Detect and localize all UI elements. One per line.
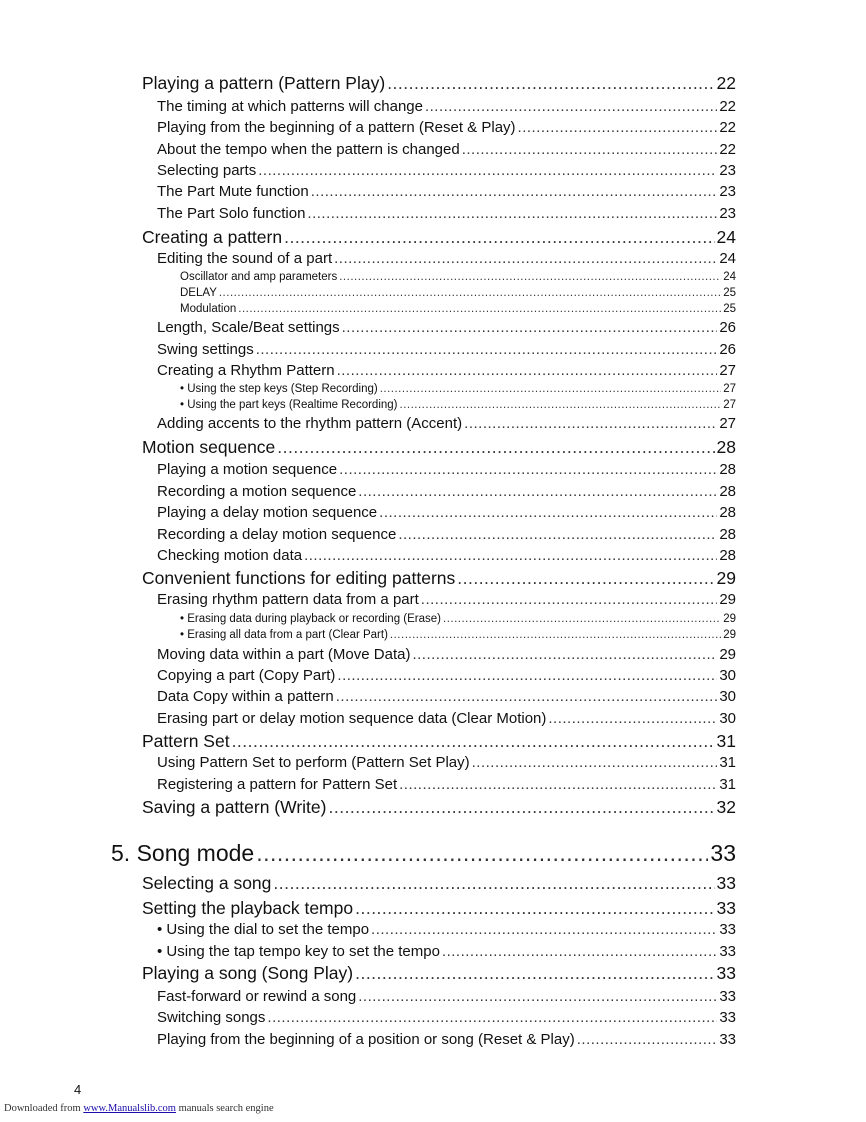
- dot-leader: [337, 667, 717, 684]
- toc-entry[interactable]: [157, 183, 736, 200]
- toc-entry-page: 22: [716, 73, 736, 93]
- toc-entry-page: 24: [719, 250, 736, 267]
- toc-entry-title: Creating a pattern: [142, 227, 283, 247]
- toc-entry-title: DELAY: [180, 287, 217, 299]
- toc-entry-title: Setting the playback tempo: [142, 898, 354, 918]
- toc-entry-title: Adding accents to the rhythm pattern (Accent): [157, 415, 463, 432]
- toc-entry-page: 30: [719, 688, 736, 705]
- toc-entry[interactable]: [142, 227, 736, 248]
- dot-leader: [273, 873, 714, 894]
- toc-entry-page: 28: [719, 483, 736, 500]
- dot-leader: [267, 1009, 717, 1026]
- dot-leader: [577, 1031, 718, 1048]
- toc-entry[interactable]: [180, 613, 736, 625]
- toc-entry-title: Fast-forward or rewind a song: [157, 988, 357, 1005]
- toc-entry-page: 28: [716, 437, 736, 457]
- toc-entry-title: Motion sequence: [142, 437, 276, 457]
- toc-entry[interactable]: [157, 319, 736, 336]
- toc-entry-page: 33: [719, 921, 736, 938]
- toc-entry-page: 26: [719, 341, 736, 358]
- toc-entry[interactable]: [157, 119, 736, 136]
- dot-leader: [398, 526, 717, 543]
- toc-entry-page: 23: [719, 183, 736, 200]
- toc-entry-page: 22: [719, 119, 736, 136]
- dot-leader: [339, 271, 721, 283]
- dot-leader: [443, 613, 721, 625]
- toc-entry[interactable]: [142, 731, 736, 752]
- toc-entry[interactable]: [157, 461, 736, 478]
- dot-leader: [238, 303, 721, 315]
- dot-leader: [472, 754, 718, 771]
- toc-entry-page: 31: [716, 731, 736, 751]
- toc-entry[interactable]: [157, 988, 736, 1005]
- toc-entry-page: 27: [719, 362, 736, 379]
- toc-entry-title: Playing a pattern (Pattern Play): [142, 73, 386, 93]
- toc-entry-page: 28: [719, 504, 736, 521]
- dot-leader: [334, 250, 717, 267]
- toc-entry-page: 29: [716, 568, 736, 588]
- toc-entry-page: 27: [723, 399, 736, 411]
- toc-entry-title: Switching songs: [157, 1009, 266, 1026]
- dot-leader: [457, 568, 714, 589]
- toc-entry[interactable]: [157, 483, 736, 500]
- toc-entry-title: Editing the sound of a part: [157, 250, 333, 267]
- toc-entry-page: 33: [716, 873, 736, 893]
- toc-entry[interactable]: [157, 1009, 736, 1026]
- toc-entry-title: 5. Song mode: [111, 840, 255, 866]
- dot-leader: [358, 483, 717, 500]
- toc-entry-title: The timing at which patterns will change: [157, 98, 423, 115]
- toc-entry-page: 28: [719, 526, 736, 543]
- toc-entry[interactable]: [157, 921, 736, 938]
- dot-leader: [548, 710, 717, 727]
- toc-entry[interactable]: [142, 873, 736, 894]
- dot-leader: [425, 98, 717, 115]
- dot-leader: [339, 461, 717, 478]
- toc-entry[interactable]: [157, 415, 736, 432]
- manualslib-link[interactable]: www.Manualslib.com: [83, 1103, 176, 1114]
- toc-entry-title: Recording a motion sequence: [157, 483, 357, 500]
- dot-leader: [336, 688, 718, 705]
- toc-entry[interactable]: [157, 141, 736, 158]
- toc-entry[interactable]: [157, 504, 736, 521]
- dot-leader: [379, 504, 717, 521]
- dot-leader: [358, 988, 717, 1005]
- toc-entry-title: Playing a delay motion sequence: [157, 504, 378, 521]
- toc-entry-page: 22: [719, 98, 736, 115]
- toc-entry-page: 29: [719, 646, 736, 663]
- toc-entry-page: 25: [723, 303, 736, 315]
- dot-leader: [256, 840, 708, 867]
- toc-entry-title: Copying a part (Copy Part): [157, 667, 336, 684]
- toc-entry-page: 33: [719, 1009, 736, 1026]
- dot-leader: [355, 898, 714, 919]
- dot-leader: [400, 399, 722, 411]
- toc-entry-page: 33: [719, 1031, 736, 1048]
- dot-leader: [219, 287, 721, 299]
- dot-leader: [311, 183, 718, 200]
- toc-entry[interactable]: [180, 399, 736, 411]
- toc-entry-title: • Using the step keys (Step Recording): [180, 383, 378, 395]
- page-number: 4: [74, 1082, 82, 1097]
- toc-entry[interactable]: [180, 383, 736, 395]
- toc-entry-page: 28: [719, 461, 736, 478]
- toc-entry-title: • Erasing data during playback or recording (Erase): [180, 613, 441, 625]
- dot-leader: [258, 162, 717, 179]
- toc-entry[interactable]: [157, 776, 736, 793]
- toc-entry-title: Pattern Set: [142, 731, 230, 751]
- toc-entry-title: Length, Scale/Beat settings: [157, 319, 340, 336]
- dot-leader: [337, 362, 718, 379]
- toc-entry[interactable]: [157, 526, 736, 543]
- toc-entry[interactable]: [157, 162, 736, 179]
- toc-entry-page: 30: [719, 710, 736, 727]
- toc-entry-page: 33: [710, 840, 736, 866]
- toc-entry-title: About the tempo when the pattern is changed: [157, 141, 460, 158]
- toc-entry[interactable]: [157, 1031, 736, 1048]
- toc-entry[interactable]: [180, 629, 736, 641]
- toc-entry[interactable]: [142, 963, 736, 984]
- toc-entry-title: • Using the dial to set the tempo: [157, 921, 370, 938]
- toc-entry-page: 24: [723, 271, 736, 283]
- toc-entry-page: 33: [719, 943, 736, 960]
- toc-entry-title: Erasing part or delay motion sequence data (Clear Motion): [157, 710, 547, 727]
- dot-leader: [462, 141, 718, 158]
- dot-leader: [355, 963, 714, 984]
- toc-entry[interactable]: [157, 667, 736, 684]
- toc-entry-title: Moving data within a part (Move Data): [157, 646, 411, 663]
- toc-entry[interactable]: [157, 646, 736, 663]
- toc-entry-title: Playing from the beginning of a position or song (Reset & Play): [157, 1031, 575, 1048]
- toc-entry-title: Convenient functions for editing patterns: [142, 568, 456, 588]
- download-footer: [4, 1103, 274, 1114]
- toc-entry-page: 27: [719, 415, 736, 432]
- toc-entry-title: • Using the tap tempo key to set the tempo: [157, 943, 440, 960]
- toc-entry-page: 25: [723, 287, 736, 299]
- toc-entry-page: 29: [723, 629, 736, 641]
- dot-leader: [277, 437, 714, 458]
- toc-entry[interactable]: [157, 205, 736, 222]
- toc-entry-page: 23: [719, 162, 736, 179]
- toc-entry[interactable]: [142, 568, 736, 589]
- toc-entry-title: Playing a song (Song Play): [142, 963, 354, 983]
- toc-entry[interactable]: [157, 591, 736, 608]
- toc-entry[interactable]: [157, 943, 736, 960]
- toc-entry-page: 33: [716, 898, 736, 918]
- toc-entry-title: The Part Solo function: [157, 205, 306, 222]
- dot-leader: [442, 943, 717, 960]
- toc-entry-page: 22: [719, 141, 736, 158]
- toc-entry-page: 31: [719, 754, 736, 771]
- toc-entry[interactable]: [157, 250, 736, 267]
- toc-entry-title: Creating a Rhythm Pattern: [157, 362, 335, 379]
- toc-entry-page: 33: [719, 988, 736, 1005]
- toc-entry[interactable]: [142, 797, 736, 818]
- dot-leader: [518, 119, 718, 136]
- dot-leader: [342, 319, 718, 336]
- toc-entry-page: 32: [716, 797, 736, 817]
- toc-entry-page: 23: [719, 205, 736, 222]
- toc-entry-page: 26: [719, 319, 736, 336]
- dot-leader: [328, 797, 714, 818]
- toc-entry-title: Registering a pattern for Pattern Set: [157, 776, 398, 793]
- dot-leader: [284, 227, 714, 248]
- dot-leader: [380, 383, 722, 395]
- toc-entry[interactable]: [157, 754, 736, 771]
- toc-entry[interactable]: [157, 710, 736, 727]
- toc-entry-title: Playing a motion sequence: [157, 461, 338, 478]
- toc-entry-page: 24: [716, 227, 736, 247]
- toc-entry[interactable]: [142, 898, 736, 919]
- toc-entry[interactable]: [157, 341, 736, 358]
- toc-entry-title: • Erasing all data from a part (Clear Part): [180, 629, 388, 641]
- toc-entry-page: 30: [719, 667, 736, 684]
- toc-entry-title: Oscillator and amp parameters: [180, 271, 338, 283]
- footer-suffix: manuals search engine: [175, 1103, 274, 1114]
- dot-leader: [390, 629, 721, 641]
- dot-leader: [387, 73, 714, 94]
- dot-leader: [412, 646, 717, 663]
- toc-entry[interactable]: [111, 840, 736, 867]
- dot-leader: [307, 205, 717, 222]
- toc-entry[interactable]: [157, 362, 736, 379]
- toc-entry[interactable]: [157, 547, 736, 564]
- toc-entry-title: Swing settings: [157, 341, 254, 358]
- toc-entry[interactable]: [157, 688, 736, 705]
- toc-entry[interactable]: [157, 98, 736, 115]
- dot-leader: [421, 591, 718, 608]
- toc-entry-title: Recording a delay motion sequence: [157, 526, 397, 543]
- footer-prefix: Downloaded from: [4, 1103, 84, 1114]
- toc-entry-title: Saving a pattern (Write): [142, 797, 327, 817]
- toc-entry-page: 27: [723, 383, 736, 395]
- dot-leader: [232, 731, 715, 752]
- toc-entry-title: Selecting a song: [142, 873, 272, 893]
- toc-entry-title: Using Pattern Set to perform (Pattern Set Play): [157, 754, 470, 771]
- toc-entry-page: 31: [719, 776, 736, 793]
- toc-entry-page: 29: [719, 591, 736, 608]
- toc-entry-title: Checking motion data: [157, 547, 303, 564]
- toc-entry-title: • Using the part keys (Realtime Recording): [180, 399, 398, 411]
- toc-entry-page: 28: [719, 547, 736, 564]
- dot-leader: [371, 921, 717, 938]
- toc-entry[interactable]: [142, 437, 736, 458]
- dot-leader: [304, 547, 717, 564]
- toc-entry-title: Erasing rhythm pattern data from a part: [157, 591, 419, 608]
- dot-leader: [256, 341, 718, 358]
- toc-entry-title: Data Copy within a pattern: [157, 688, 334, 705]
- toc-entry-title: Playing from the beginning of a pattern (Reset & Play): [157, 119, 516, 136]
- toc-entry[interactable]: [180, 271, 736, 283]
- toc-entry[interactable]: [180, 287, 736, 299]
- dot-leader: [464, 415, 717, 432]
- toc-entry-title: The Part Mute function: [157, 183, 309, 200]
- toc-entry[interactable]: [142, 73, 736, 94]
- toc-entry[interactable]: [180, 303, 736, 315]
- toc-entry-title: Modulation: [180, 303, 237, 315]
- toc-entry-title: Selecting parts: [157, 162, 257, 179]
- toc-entry-page: 33: [716, 963, 736, 983]
- dot-leader: [399, 776, 717, 793]
- toc-entry-page: 29: [723, 613, 736, 625]
